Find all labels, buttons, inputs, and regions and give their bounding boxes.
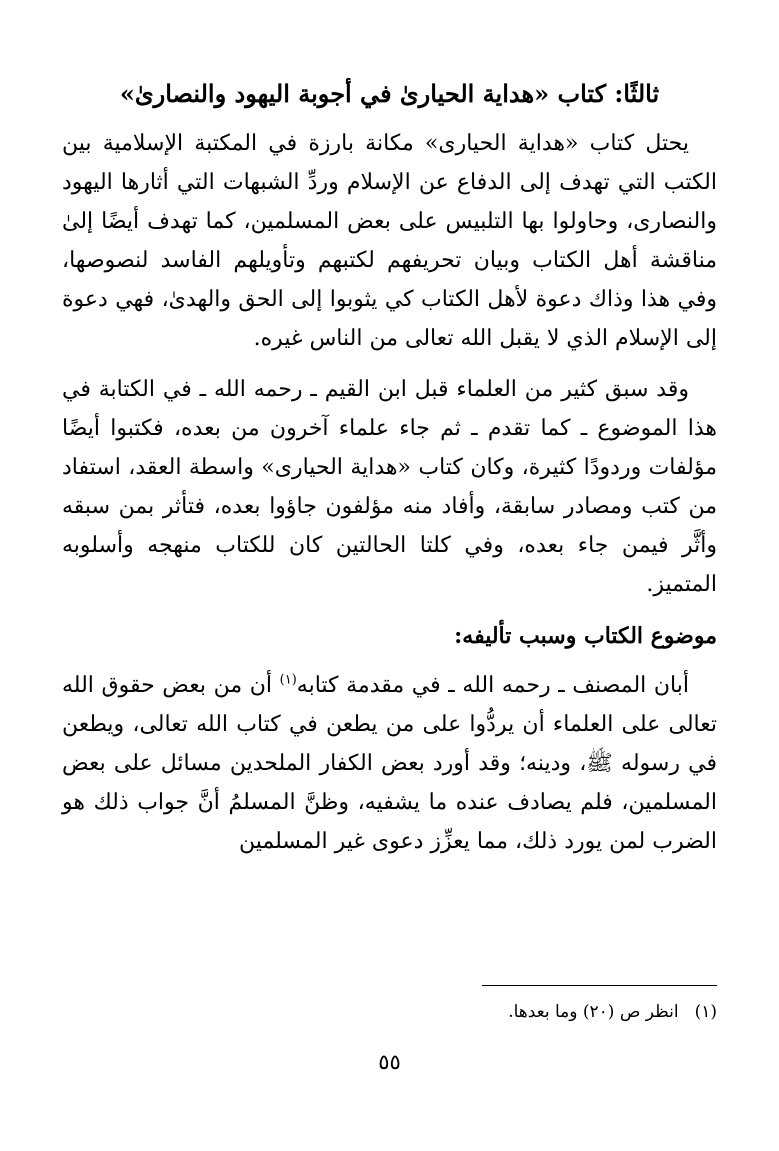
paragraph-predecessors: وقد سبق كثير من العلماء قبل ابن القيم ـ رحمه الله ـ في الكتابة في هذا الموضوع ـ كما تقدم ـ ثم جاء علماء آخرون من بعده، فكتبوا أيضًا مؤلفات وردودًا كثيرة، وكان كتاب «هداية الحيارى» واسطة العقد، استفاد من كتب ومصادر سابقة، وأفاد منه مؤلفون جاؤوا بعده، فتأثر بمن سبقه وأثَّر فيمن جاء بعده، وفي كلتا الحالتين كان للكتاب منهجه وأسلوبه المتميز. [62,377,717,597]
footnote-reference: (١) [279,672,297,688]
section-heading: ثالثًا: كتاب «هداية الحيارىٰ في أجوبة اليهود والنصارىٰ» [119,79,660,108]
paragraph-purpose-rest: أن من بعض حقوق الله تعالى على العلماء أن يردُّوا على من يطعن في كتاب الله تعالى، ويطعن في رسوله ﷺ، ودينه؛ وقد أورد بعض الكفار الملحدين مسائل على بعض المسلمين، فلم يصادف عنده ما يشفيه، وظنَّ المسلمُ أنَّ جواب ذلك هو الضرب لمن يورد ذلك، مما يعزِّز دعوى غير المسلمين [62,673,717,854]
footnote-number: (١) [694,1002,717,1022]
footnote-text: انظر ص (٢٠) وما بعدها. [508,1002,679,1022]
footnote [317,998,717,1026]
page-number: ٥٥ [378,1050,401,1074]
page-body [62,74,717,873]
paragraph-purpose [62,666,717,861]
subsection-heading: موضوع الكتاب وسبب تأليفه: [454,623,717,649]
paragraph-purpose-start: أبان المصنف ـ رحمه الله ـ في مقدمة كتابه [296,673,689,698]
paragraph-intro: يحتل كتاب «هداية الحيارى» مكانة بارزة في المكتبة الإسلامية بين الكتب التي تهدف إلى الدفاع عن الإسلام وردِّ الشبهات التي أثارها اليهود والنصارى، وحاولوا بها التلبيس على بعض المسلمين، كما تهدف أيضًا إلىٰ مناقشة أهل الكتاب وبيان تحريفهم لكتبهم وتأويلهم الفاسد لنصوصها، وفي هذا وذاك دعوة لأهل الكتاب كي يثوبوا إلى الحق والهدىٰ، فهي دعوة إلى الإسلام الذي لا يقبل الله تعالى من الناس غيره. [62,131,717,351]
footnote-divider [482,985,717,986]
